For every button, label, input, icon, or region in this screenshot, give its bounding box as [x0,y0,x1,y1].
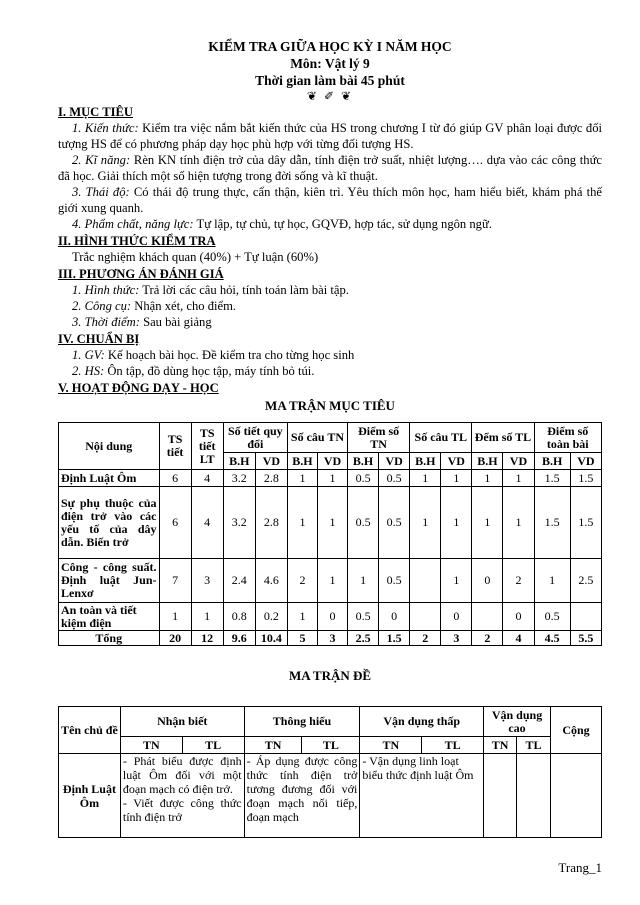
col-content: Nội dung [59,423,160,470]
table-cell: 2.4 [223,559,255,603]
s2-text: Trắc nghiệm khách quan (40%) + Tự luận (60%) [72,250,319,264]
sub-vd: VD [441,453,472,470]
table-cell: 0.2 [255,603,287,631]
table-cell: 20 [159,631,191,646]
table-cell: 1 [159,603,191,631]
table-cell: 0.5 [348,487,379,559]
section-5-heading: V. HOẠT ĐỘNG DẠY - HỌC [58,381,219,395]
table-cell: 1 [318,487,348,559]
subject-line: Môn: Vật lý 9 [290,56,370,71]
sub-vd: VD [255,453,287,470]
table-row [59,470,602,487]
table-cell: 5.5 [570,631,601,646]
s3-item-2: 2. Công cụ: Nhận xét, cho điểm. [72,299,237,313]
table-cell: 2.5 [348,631,379,646]
sub-vd: VD [318,453,348,470]
col-vd-thap: Vận dụng thấp [360,707,484,737]
col-nhan-biet: Nhận biết [120,707,244,737]
col-ts-tiet: TS tiết [159,423,191,470]
exam-matrix-table [58,706,602,838]
sub-tn: TN [244,737,302,754]
table-cell [570,603,601,631]
table-cell: 3.2 [223,487,255,559]
col-ts-lt: TS tiết LT [191,423,223,470]
table-cell: 1 [318,559,348,603]
table-cell: 1 [441,470,472,487]
table-cell: 1.5 [379,631,410,646]
table-cell: 4 [503,631,534,646]
table-cell: 7 [159,559,191,603]
s1-item-2: 2. Kĩ năng: Rèn KN tính điện trở của dây dẫn, tính điện trở suất, nhiệt lượng…. dựa vào các công thức đã học. Giải thích một số hiện tượng trong đời sống và kĩ thuật. [58,153,602,183]
section-4-heading: IV. CHUẨN BỊ [58,332,140,346]
topic-cell: Định Luật Ôm [59,754,121,838]
table-cell: 1 [191,603,223,631]
col-topic: Tên chủ đề [59,707,121,754]
table-cell: 1 [472,487,503,559]
table-cell [472,603,503,631]
table-row [59,559,602,603]
sub-bh: B.H [472,453,503,470]
table-cell: 0 [503,603,534,631]
table-cell [410,559,441,603]
table-cell: 1 [441,487,472,559]
page-number: Trang_1 [558,860,602,875]
table-cell: 3 [191,559,223,603]
table-cell: 2 [287,559,317,603]
sub-tl: TL [302,737,360,754]
table-cell: 0 [318,603,348,631]
col-diem-tn: Điểm số TN [348,423,410,453]
table-cell: 1 [472,470,503,487]
sub-bh: B.H [348,453,379,470]
table-cell: 3.2 [223,470,255,487]
table-cell: 5 [287,631,317,646]
col-so-cau-tn: Số câu TN [287,423,347,453]
table-cell: 9.6 [223,631,255,646]
s4-item-1: 1. GV: Kế hoạch bài học. Đề kiểm tra cho từng học sinh [72,348,355,362]
table-cell: 1 [318,470,348,487]
table-cell: 1.5 [570,470,601,487]
table-cell: 2 [472,631,503,646]
s3-item-3: 3. Thời điểm: Sau bài giảng [72,315,212,329]
s1-item-4: 4. Phẩm chất, năng lực: Tự lập, tự chủ, tự học, GQVĐ, hợp tác, sử dụng ngôn ngữ. [72,217,492,231]
table-cell: 0.8 [223,603,255,631]
matrix1-title: MA TRẬN MỤC TIÊU [265,398,395,413]
cong-cell [550,754,601,838]
table-cell: 1 [441,559,472,603]
section-1-heading: I. MỤC TIÊU [58,105,133,119]
table-cell: 1 [410,487,441,559]
col-diem-tl: Đểm số TL [472,423,534,453]
table-cell: 4.5 [534,631,570,646]
row-label: Sự phụ thuộc của điện trở vào các yếu tố của dây dẫn. Biến trở [59,487,160,559]
row-label: Tổng [59,631,160,646]
sub-vd: VD [503,453,534,470]
exam-title: KIỂM TRA GIỮA HỌC KỲ I NĂM HỌC [208,39,452,54]
table-cell: 1.5 [534,470,570,487]
col-so-cau-tl: Số câu TL [410,423,472,453]
table-row [59,603,602,631]
table-cell: 2.8 [255,487,287,559]
table-cell: 0.5 [379,470,410,487]
table-cell: 10.4 [255,631,287,646]
ornament-icon: ❦ ✐ ❦ [306,89,354,103]
table-cell: 1 [410,470,441,487]
table-cell: 0 [472,559,503,603]
table-cell: 1.5 [570,487,601,559]
table-cell: 0.5 [348,470,379,487]
table-cell: 2.8 [255,470,287,487]
sub-tl: TL [182,737,244,754]
table-cell: 1 [348,559,379,603]
sub-vd: VD [379,453,410,470]
col-cong: Cộng [550,707,601,754]
table-row [59,487,602,559]
table-cell: 2 [503,559,534,603]
sub-vd: VD [570,453,601,470]
sub-bh: B.H [287,453,317,470]
table-cell: 1 [503,470,534,487]
sub-tl: TL [422,737,484,754]
col-diem-tong: Điểm số toàn bài [534,423,601,453]
sub-bh: B.H [534,453,570,470]
table-cell: 6 [159,470,191,487]
vdc-tn-cell [484,754,517,838]
table-cell: 4 [191,487,223,559]
matrix2-title: MA TRẬN ĐỀ [288,668,372,683]
sub-tl: TL [517,737,551,754]
sub-tn: TN [484,737,517,754]
th-cell: - Áp dụng được công thức tính điện trở tương đương đối với đoạn mạch nối tiếp, đoạn mạch [244,754,360,838]
col-vd-cao: Vận dụng cao [484,707,551,737]
table-cell: 4.6 [255,559,287,603]
section-2-heading: II. HÌNH THỨC KIỂM TRA [58,234,216,248]
table-cell [410,603,441,631]
s4-item-2: 2. HS: Ôn tập, đồ dùng học tập, máy tính bỏ túi. [72,364,315,378]
table-cell: 0 [441,603,472,631]
row-label: Định Luật Ôm [59,470,160,487]
s1-item-1: 1. Kiến thức: Kiểm tra việc nắm bắt kiến thức của HS trong chương I từ đó giúp GV phân loại được đối tượng HS để có phương pháp dạy học phù hợp với từng đối tượng HS. [58,121,602,151]
table-cell: 2.5 [570,559,601,603]
document-page [58,38,602,838]
table-cell: 1 [287,487,317,559]
table-row [59,631,602,646]
table-cell: 1 [287,470,317,487]
table-cell: 0.5 [348,603,379,631]
vdt-cell: - Vận dụng linh loạt biểu thức định luật Ôm [360,754,484,838]
objective-matrix-table [58,422,602,646]
col-so-tiet: Số tiết quy đổi [223,423,287,453]
table-cell: 4 [191,470,223,487]
col-thong-hieu: Thông hiểu [244,707,360,737]
table-cell: 1 [534,559,570,603]
table-cell: 0.5 [379,559,410,603]
s3-item-1: 1. Hình thức: Trả lời các câu hỏi, tính toán làm bài tập. [72,283,349,297]
sub-tn: TN [120,737,182,754]
table-cell: 1 [287,603,317,631]
table-cell: 3 [441,631,472,646]
sub-tn: TN [360,737,422,754]
table-cell: 0.5 [534,603,570,631]
table-cell: 6 [159,487,191,559]
sub-bh: B.H [223,453,255,470]
table-cell: 3 [318,631,348,646]
table-cell: 0 [379,603,410,631]
s1-item-3: 3. Thái độ: Có thái độ trung thực, cẩn thận, kiên trì. Yêu thích môn học, ham hiểu biết, khám phá thế giới xung quanh. [58,185,602,215]
sub-bh: B.H [410,453,441,470]
table-cell: 2 [410,631,441,646]
table-cell: 12 [191,631,223,646]
table-cell: 0.5 [379,487,410,559]
table-cell: 1.5 [534,487,570,559]
table-cell: 1 [503,487,534,559]
duration-line: Thời gian làm bài 45 phút [255,73,405,88]
section-3-heading: III. PHƯƠNG ÁN ĐÁNH GIÁ [58,267,224,281]
vdc-tl-cell [517,754,551,838]
nb-cell: - Phát biểu được định luật Ôm đối với một đoạn mạch có điện trở. - Viết được công thức tính điện trở [120,754,244,838]
row-label: An toàn và tiết kiệm điện [59,603,160,631]
row-label: Công - công suất. Định luật Jun-Lenxơ [59,559,160,603]
